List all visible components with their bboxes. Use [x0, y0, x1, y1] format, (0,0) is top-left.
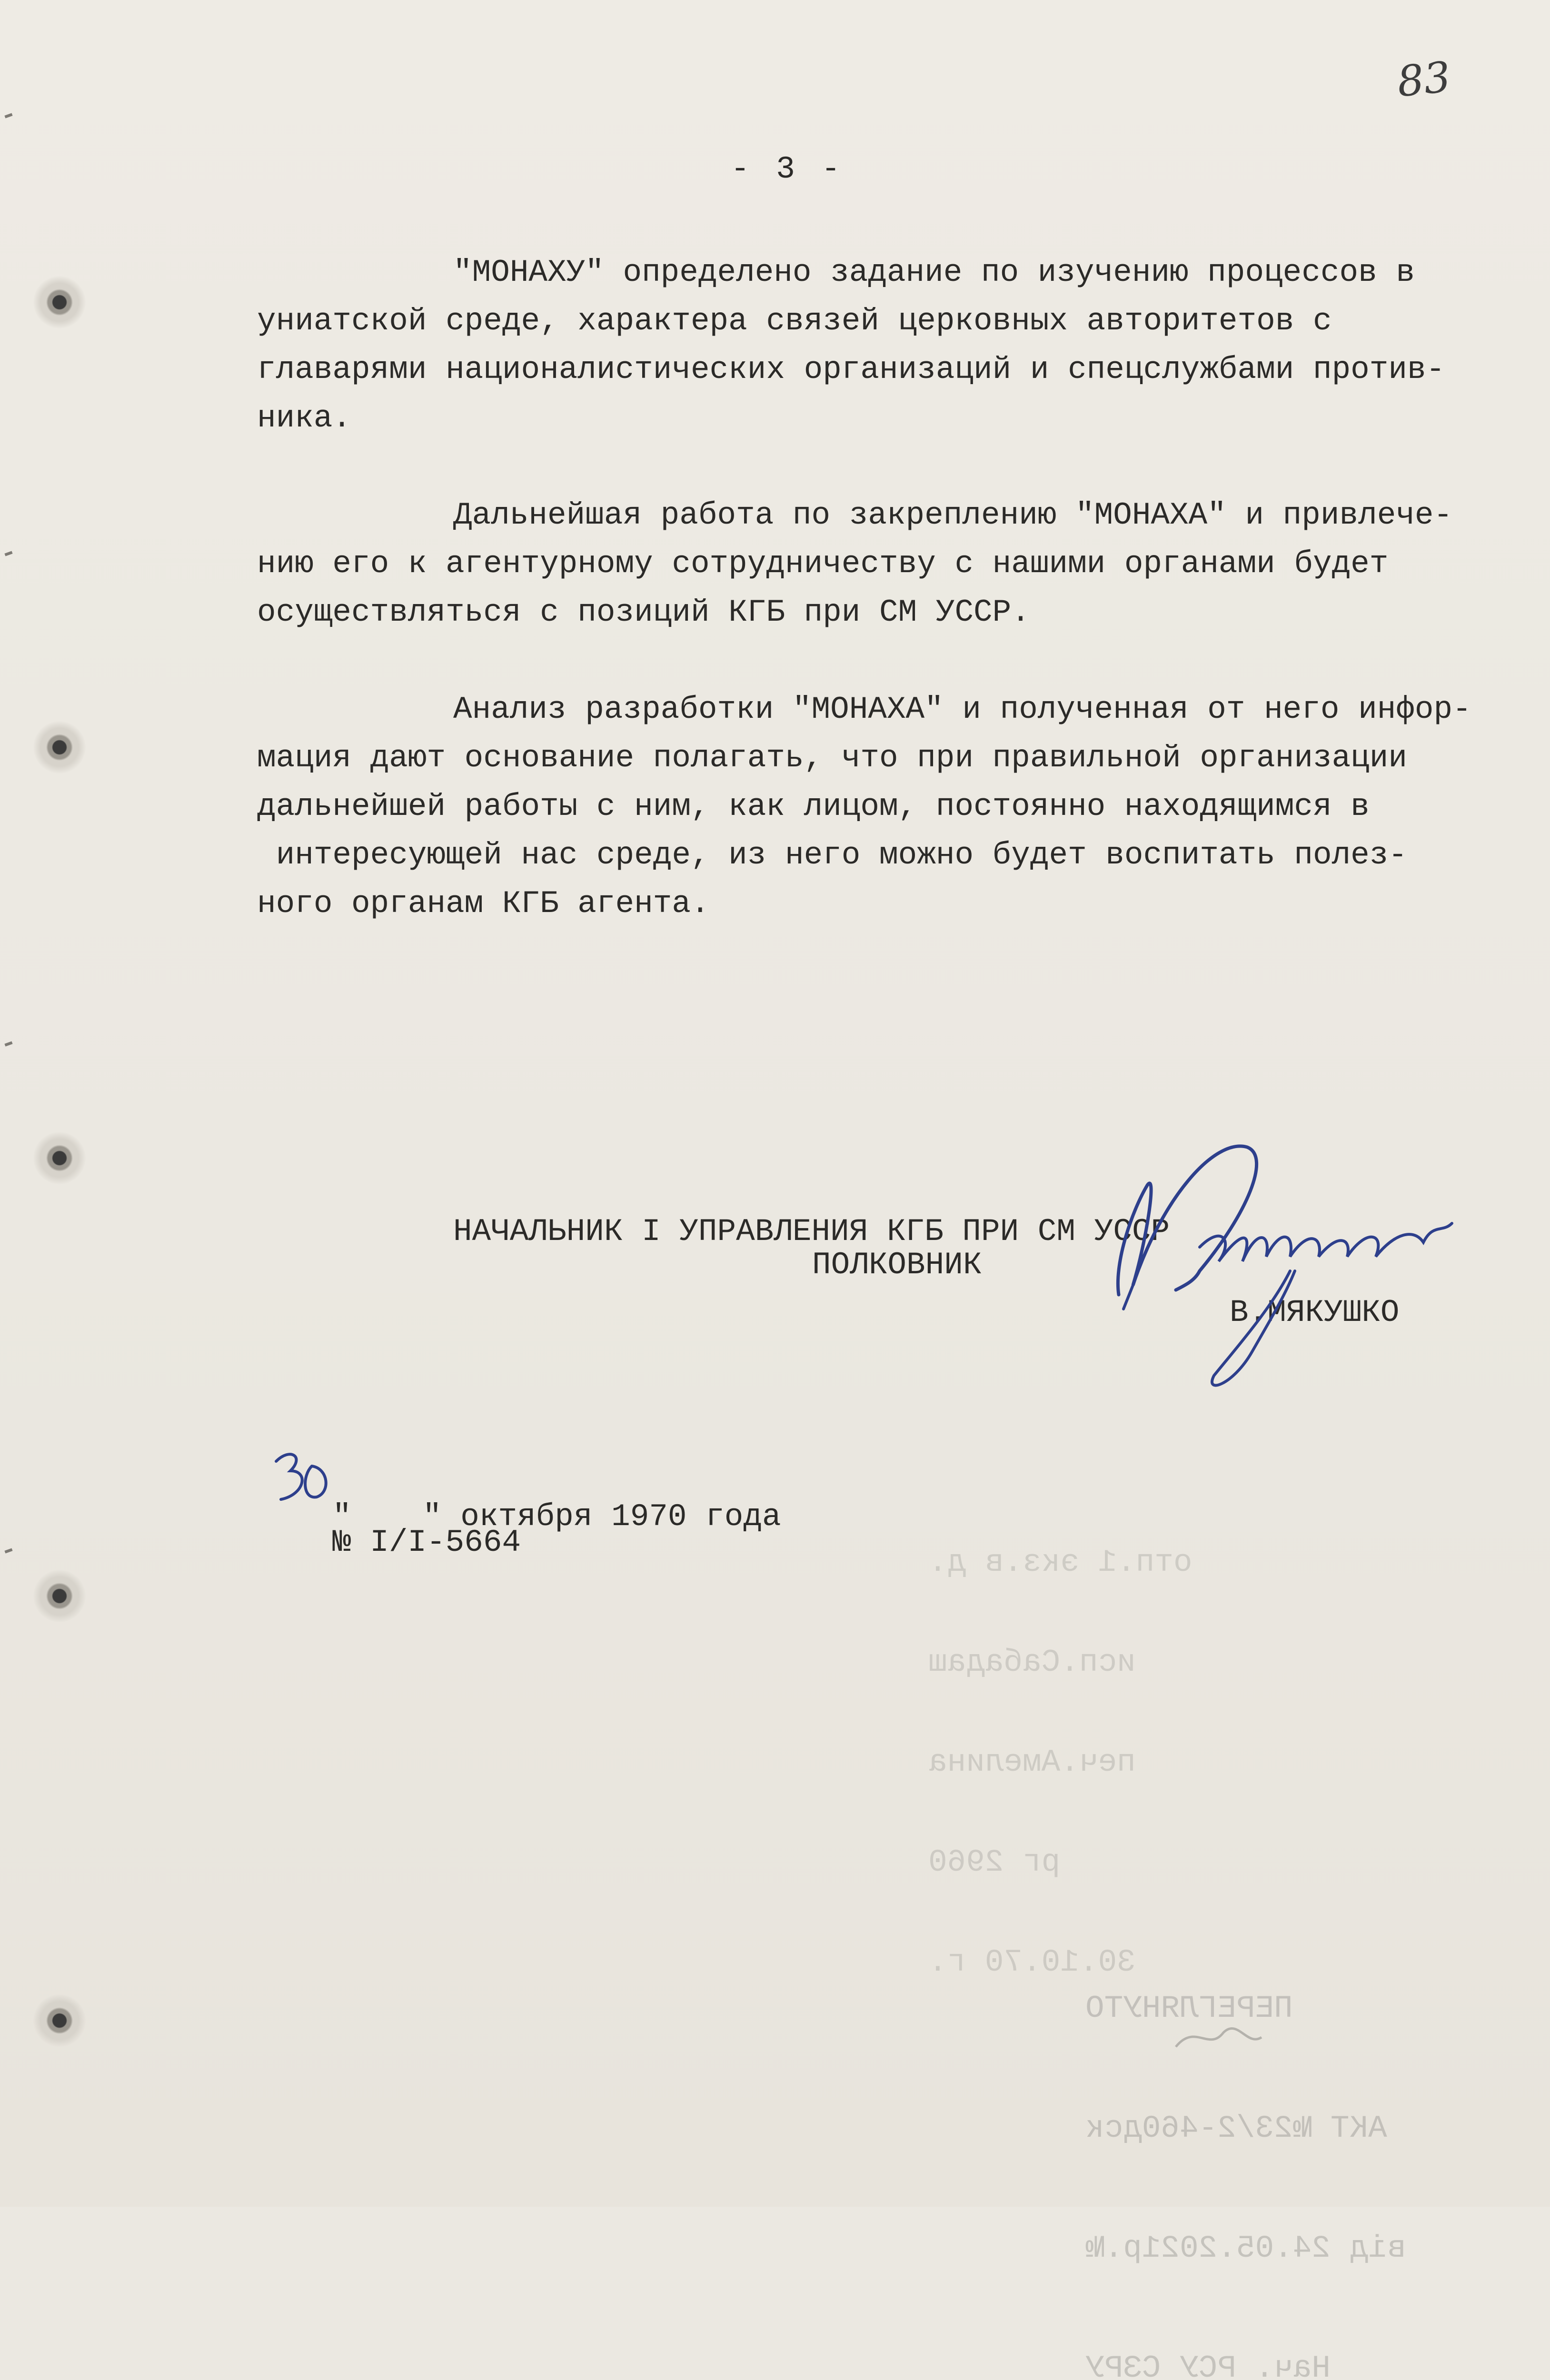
stamp-line: 30.10.70 г.	[928, 1944, 1136, 1980]
stamp-line: печ.Амелина	[928, 1745, 1136, 1780]
stamp-line: рг 2960	[928, 1844, 1061, 1880]
binder-hole	[33, 1994, 86, 2047]
date-text: " октября 1970 года	[423, 1499, 781, 1535]
handwritten-signature	[1090, 1128, 1500, 1414]
text-line: главарями националистических организаций и спецслужбами против-	[257, 352, 1445, 387]
page-number: - 3 -	[731, 151, 845, 187]
signatory-name: В.МЯКУШКО	[1230, 1295, 1400, 1330]
stamp-handwriting	[1166, 2018, 1271, 2061]
text-line: Анализ разработки "МОНАХА" и полученная от него инфор-	[453, 692, 1471, 727]
stamp-line: исп.Сабадаш	[928, 1645, 1136, 1680]
paper-mark	[4, 113, 12, 118]
text-line: нию его к агентурному сотрудничеству с нашими органами будет	[257, 546, 1389, 582]
handwritten-day	[257, 1442, 343, 1514]
paper-mark	[4, 551, 12, 556]
stamp-line: ПЕРЕГЛЯНУТО	[1085, 1991, 1293, 2026]
text-line: ника.	[257, 400, 352, 436]
text-line: ного органам КГБ агента.	[257, 886, 710, 922]
folio-number: 83	[1394, 52, 1453, 107]
text-line: осуществляться с позиций КГБ при СМ УССР.	[257, 595, 1030, 630]
document-number: № I/I-5664	[332, 1525, 521, 1560]
binder-hole	[33, 1132, 86, 1184]
paper-mark	[4, 1548, 12, 1553]
paper-mark	[4, 1041, 12, 1046]
text-line: дальнейшей работы с ним, как лицом, постоянно находящимся в	[257, 789, 1370, 824]
stamp-line: від 24.05.2021р.№	[1085, 2231, 1406, 2266]
stamp-line: отп.1 экз.в д.	[928, 1545, 1192, 1580]
binder-hole	[33, 276, 86, 328]
text-line: униатской среде, характера связей церковных авторитетов с	[257, 303, 1332, 339]
text-line: интересующей нас среде, из него можно будет воспитать полез-	[257, 837, 1407, 873]
binder-hole	[33, 721, 86, 774]
text-line: "МОНАХУ" определено задание по изучению процессов в	[453, 255, 1415, 290]
text-line: мация дают основание полагать, что при правильной организации	[257, 740, 1407, 776]
stamp-line: АКТ №23/2-460дск	[1085, 2111, 1387, 2146]
text-line: Дальнейшая работа по закреплению "МОНАХА" и привлече-	[453, 497, 1453, 533]
binder-hole	[33, 1570, 86, 1622]
stamp-line: Нач. РСУ СЗРУ	[1085, 2350, 1331, 2380]
signatory-rank: ПОЛКОВНИК	[812, 1247, 982, 1283]
archive-review-stamp-page	[1085, 1909, 1495, 2380]
date-open-quote: "	[332, 1499, 352, 1535]
signatory-title: НАЧАЛЬНИК I УПРАВЛЕНИЯ КГБ ПРИ СМ УССР	[453, 1214, 1170, 1250]
